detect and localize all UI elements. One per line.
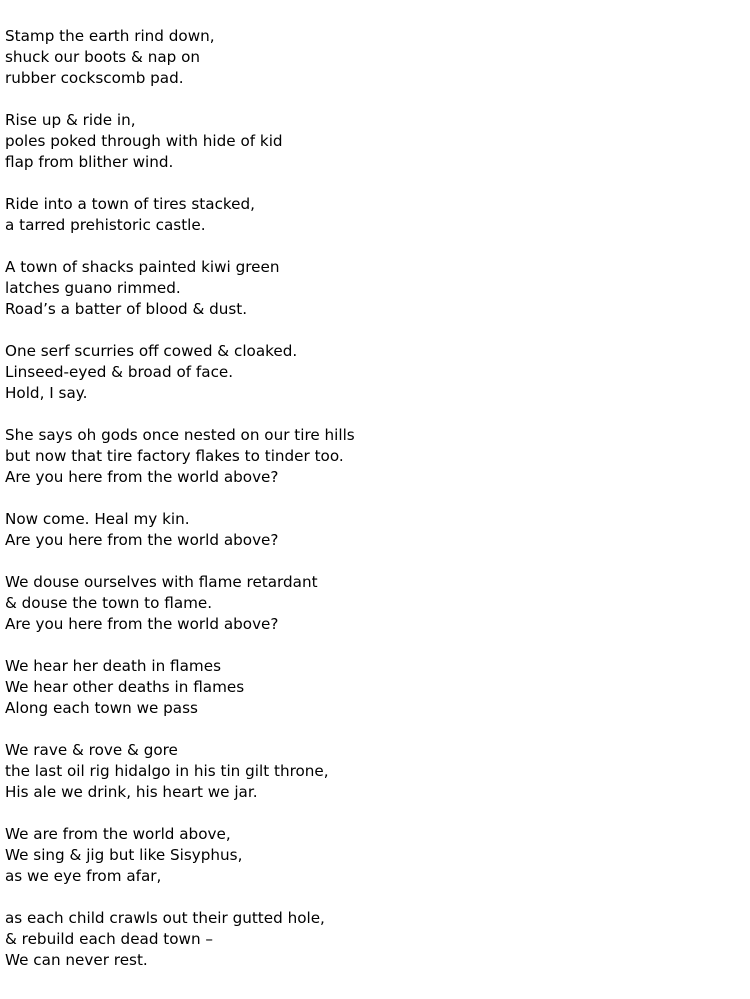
stanza: [5, 740, 745, 803]
stanza: [5, 908, 745, 971]
stanza: [5, 194, 745, 236]
stanza: [5, 425, 745, 488]
stanza: [5, 257, 745, 320]
poem-line: We are from the world above,: [5, 825, 231, 843]
poem-line: She says oh gods once nested on our tire hills: [5, 426, 355, 444]
stanza: [5, 110, 745, 173]
poem-line: Rise up & ride in,: [5, 111, 136, 129]
poem-line: Ride into a town of tires stacked,: [5, 195, 255, 213]
poem-line: Along each town we pass: [5, 699, 198, 717]
poem-line: a tarred prehistoric castle.: [5, 216, 206, 234]
poem-line: flap from blither wind.: [5, 153, 174, 171]
poem-line: Are you here from the world above?: [5, 531, 279, 549]
poem-line: We hear her death in flames: [5, 657, 221, 675]
poem-line: rubber cockscomb pad.: [5, 69, 184, 87]
poem-line: shuck our boots & nap on: [5, 48, 201, 66]
poem-line: & rebuild each dead town –: [5, 930, 214, 948]
poem-line: & douse the town to flame.: [5, 594, 213, 612]
poem-line: We sing & jig but like Sisyphus,: [5, 846, 243, 864]
poem-line: We hear other deaths in flames: [5, 678, 245, 696]
poem-line: We can never rest.: [5, 951, 148, 969]
stanza: [5, 509, 745, 551]
poem: [5, 26, 745, 992]
stanza: [5, 26, 745, 89]
poem-line: as each child crawls out their gutted hole,: [5, 909, 325, 927]
poem-line: Are you here from the world above?: [5, 615, 279, 633]
stanza: [5, 572, 745, 635]
poem-line: poles poked through with hide of kid: [5, 132, 283, 150]
poem-line: Linseed-eyed & broad of face.: [5, 363, 234, 381]
stanza: [5, 824, 745, 887]
poem-line: latches guano rimmed.: [5, 279, 181, 297]
poem-line: We rave & rove & gore: [5, 741, 178, 759]
stanza: [5, 341, 745, 404]
poem-line: Are you here from the world above?: [5, 468, 279, 486]
poem-line: Road’s a batter of blood & dust.: [5, 300, 248, 318]
poem-line: but now that tire factory flakes to tinder too.: [5, 447, 344, 465]
poem-line: Hold, I say.: [5, 384, 88, 402]
poem-line: as we eye from afar,: [5, 867, 162, 885]
poem-line: A town of shacks painted kiwi green: [5, 258, 280, 276]
poem-line: Now come. Heal my kin.: [5, 510, 190, 528]
poem-line: One serf scurries off cowed & cloaked.: [5, 342, 298, 360]
poem-line: We douse ourselves with flame retardant: [5, 573, 318, 591]
poem-line: Stamp the earth rind down,: [5, 27, 215, 45]
poem-line: His ale we drink, his heart we jar.: [5, 783, 258, 801]
stanza: [5, 656, 745, 719]
poem-line: the last oil rig hidalgo in his tin gilt throne,: [5, 762, 329, 780]
